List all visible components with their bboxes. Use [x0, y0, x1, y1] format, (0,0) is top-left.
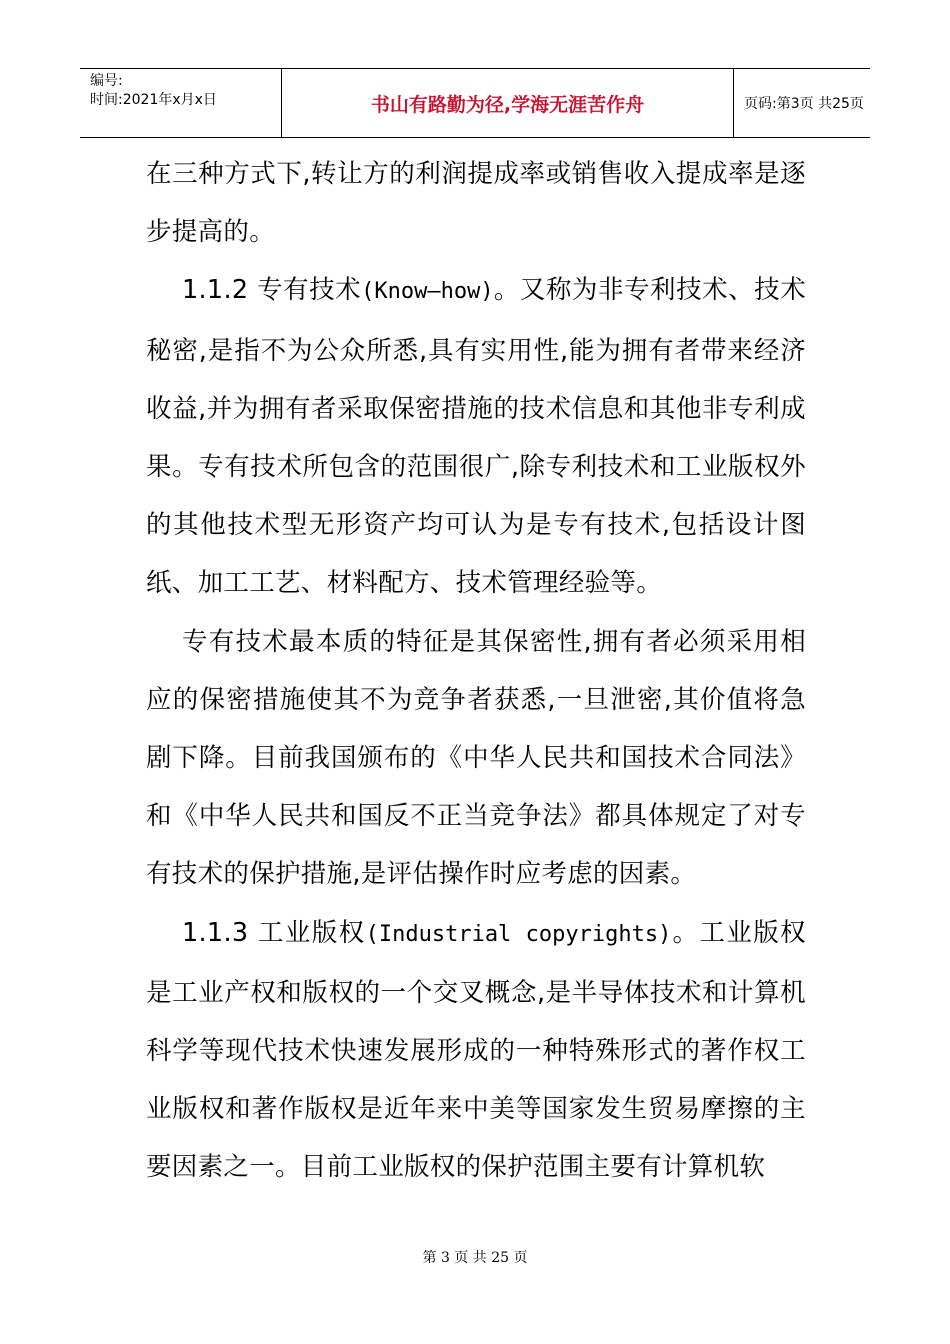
industrial-copyrights-term: (Industrial copyrights): [365, 921, 672, 947]
page-header: [80, 68, 870, 138]
document-code-label: 编号:: [90, 73, 123, 89]
header-right-cell: [734, 69, 870, 137]
section-heading-1-1-3: 1.1.3 工业版权: [182, 917, 366, 948]
know-how-term: (Know—how): [361, 279, 494, 305]
industrial-copyrights-text: 。工业版权是工业产权和版权的一个交叉概念,是半导体技术和计算机科学等现代技术快速发展形成的一种特殊形式的著作权工业版权和著作版权是近年来中美等国家发生贸易摩擦的主要因素之一。目前工业版权的保护范围主要有计算机软: [146, 917, 806, 1183]
section-heading-1-1-2: 1.1.2 专有技术: [182, 275, 362, 306]
document-body: [146, 145, 806, 1197]
paragraph-industrial-copyrights: [146, 904, 806, 1197]
paragraph-1: 在三种方式下,转让方的利润提成率或销售收入提成率是逐步提高的。: [146, 159, 806, 248]
paragraph-confidentiality: 专有技术最本质的特征是其保密性,拥有者必须采用相应的保密措施使其不为竞争者获悉,一旦泄密,其价值将急剧下降。目前我国颁布的《中华人民共和国技术合同法》和《中华人民共和国反不正当竞争法》都具体规定了对专有技术的保护措施,是评估操作时应考虑的因素。: [146, 626, 806, 890]
know-how-text: 。又称为非专利技术、技术秘密,是指不为公众所悉,具有实用性,能为拥有者带来经济收益,并为拥有者采取保密措施的技术信息和其他非专利成果。专有技术所包含的范围很广,除专利技术和工业版权外的其他技术型无形资产均可认为是专有技术,包括设计图纸、加工工艺、材料配方、技术管理经验等。: [146, 275, 806, 599]
document-date: 时间:2021年x月x日: [90, 92, 217, 108]
header-page-info: 页码:第3页 共25页: [744, 96, 864, 112]
page-footer: 第 3 页 共 25 页: [422, 1250, 528, 1266]
header-slogan: 书山有路勤为径,学海无涯苦作舟: [370, 94, 645, 116]
header-left-cell: [80, 69, 282, 137]
header-middle-cell: [282, 69, 734, 137]
paragraph-know-how: [146, 261, 806, 612]
